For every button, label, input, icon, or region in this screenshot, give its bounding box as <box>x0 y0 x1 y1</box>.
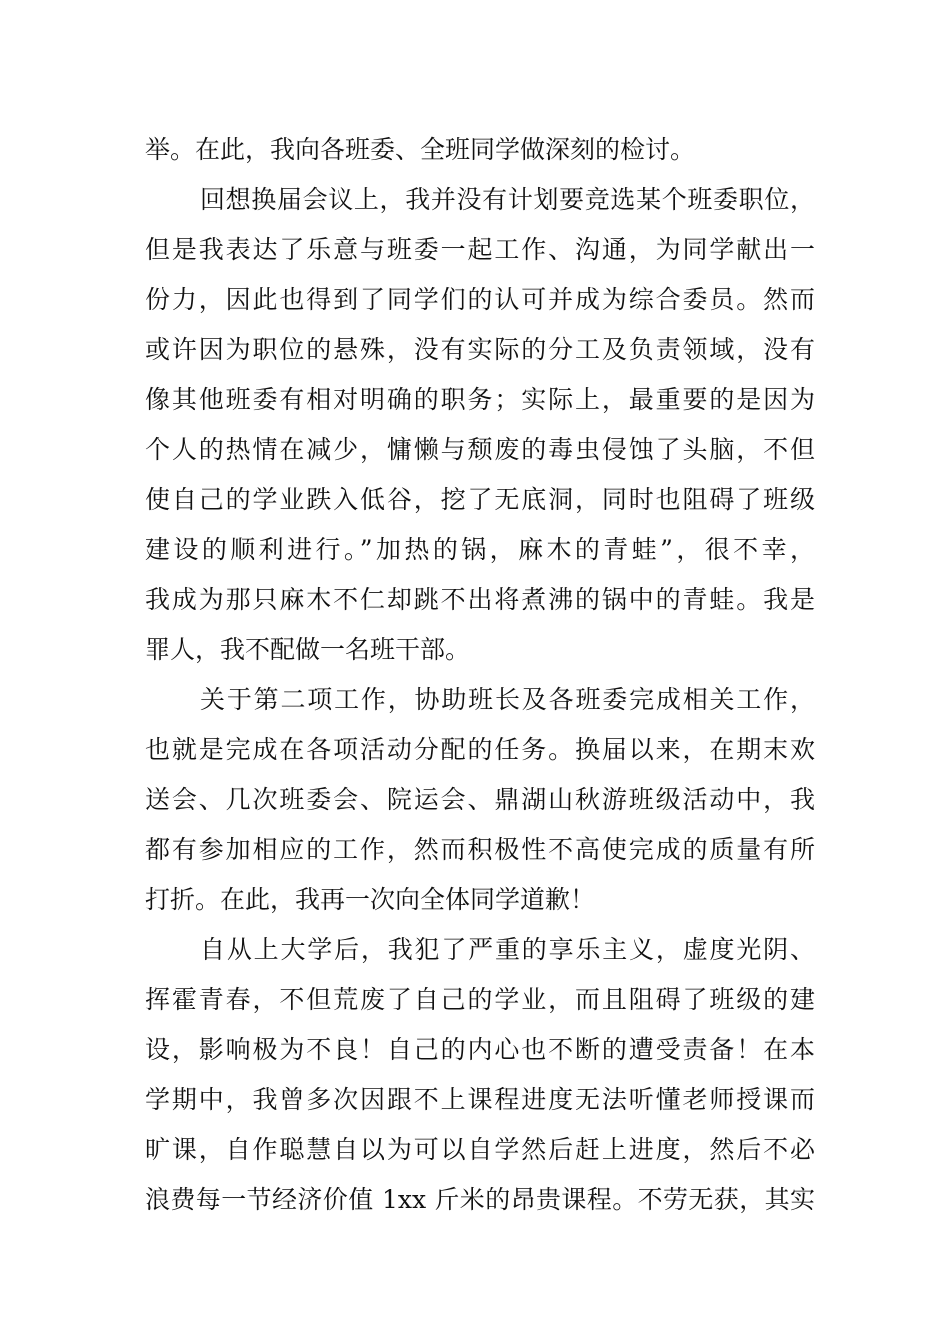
paragraph-start-line: 回想换届会议上，我并没有计划要竞选某个班委职位， <box>200 185 815 214</box>
text-line-4: 份力，因此也得到了同学们的认可并成为综合委员。然而 <box>145 285 815 314</box>
text-line-11: 罪人，我不配做一名班干部。 <box>145 635 471 664</box>
text-line-1: 举。在此，我向各班委、全班同学做深刻的检讨。 <box>145 135 696 164</box>
text-line-15: 都有参加相应的工作，然而积极性不高使完成的质量有所 <box>145 835 815 864</box>
text-line-21: 旷课，自作聪慧自以为可以自学然后赶上进度，然后不必 <box>145 1135 815 1164</box>
text-line-3: 但是我表达了乐意与班委一起工作、沟通，为同学献出一 <box>145 235 815 264</box>
text-line-8: 使自己的学业跌入低谷，挖了无底洞，同时也阻碍了班级 <box>145 485 815 514</box>
paragraph-start-line: 自从上大学后，我犯了严重的享乐主义，虚度光阴、 <box>200 935 815 964</box>
text-line-20: 学期中，我曾多次因跟不上课程进度无法听懂老师授课而 <box>145 1085 815 1114</box>
text-line-9: 建设的顺利进行。”加热的锅，麻木的青蛙”，很不幸， <box>145 535 815 564</box>
text-line-14: 送会、几次班委会、院运会、鼎湖山秋游班级活动中，我 <box>145 785 815 814</box>
text-line-6: 像其他班委有相对明确的职务；实际上，最重要的是因为 <box>145 385 815 414</box>
text-line-16: 打折。在此，我再一次向全体同学道歉！ <box>145 885 596 914</box>
text-line-22: 浪费每一节经济价值 1xx 斤米的昂贵课程。不劳无获，其实 <box>145 1185 815 1214</box>
text-line-13: 也就是完成在各项活动分配的任务。换届以来，在期末欢 <box>145 735 815 764</box>
text-line-5: 或许因为职位的悬殊，没有实际的分工及负责领域，没有 <box>145 335 815 364</box>
text-line-19: 设，影响极为不良！自己的内心也不断的遭受责备！在本 <box>145 1035 815 1064</box>
text-line-10: 我成为那只麻木不仁却跳不出将煮沸的锅中的青蛙。我是 <box>145 585 815 614</box>
paragraph-start-line: 关于第二项工作，协助班长及各班委完成相关工作， <box>200 685 815 714</box>
text-line-7: 个人的热情在减少，慵懒与颓废的毒虫侵蚀了头脑，不但 <box>145 435 815 464</box>
text-line-18: 挥霍青春，不但荒废了自己的学业，而且阻碍了班级的建 <box>145 985 815 1014</box>
